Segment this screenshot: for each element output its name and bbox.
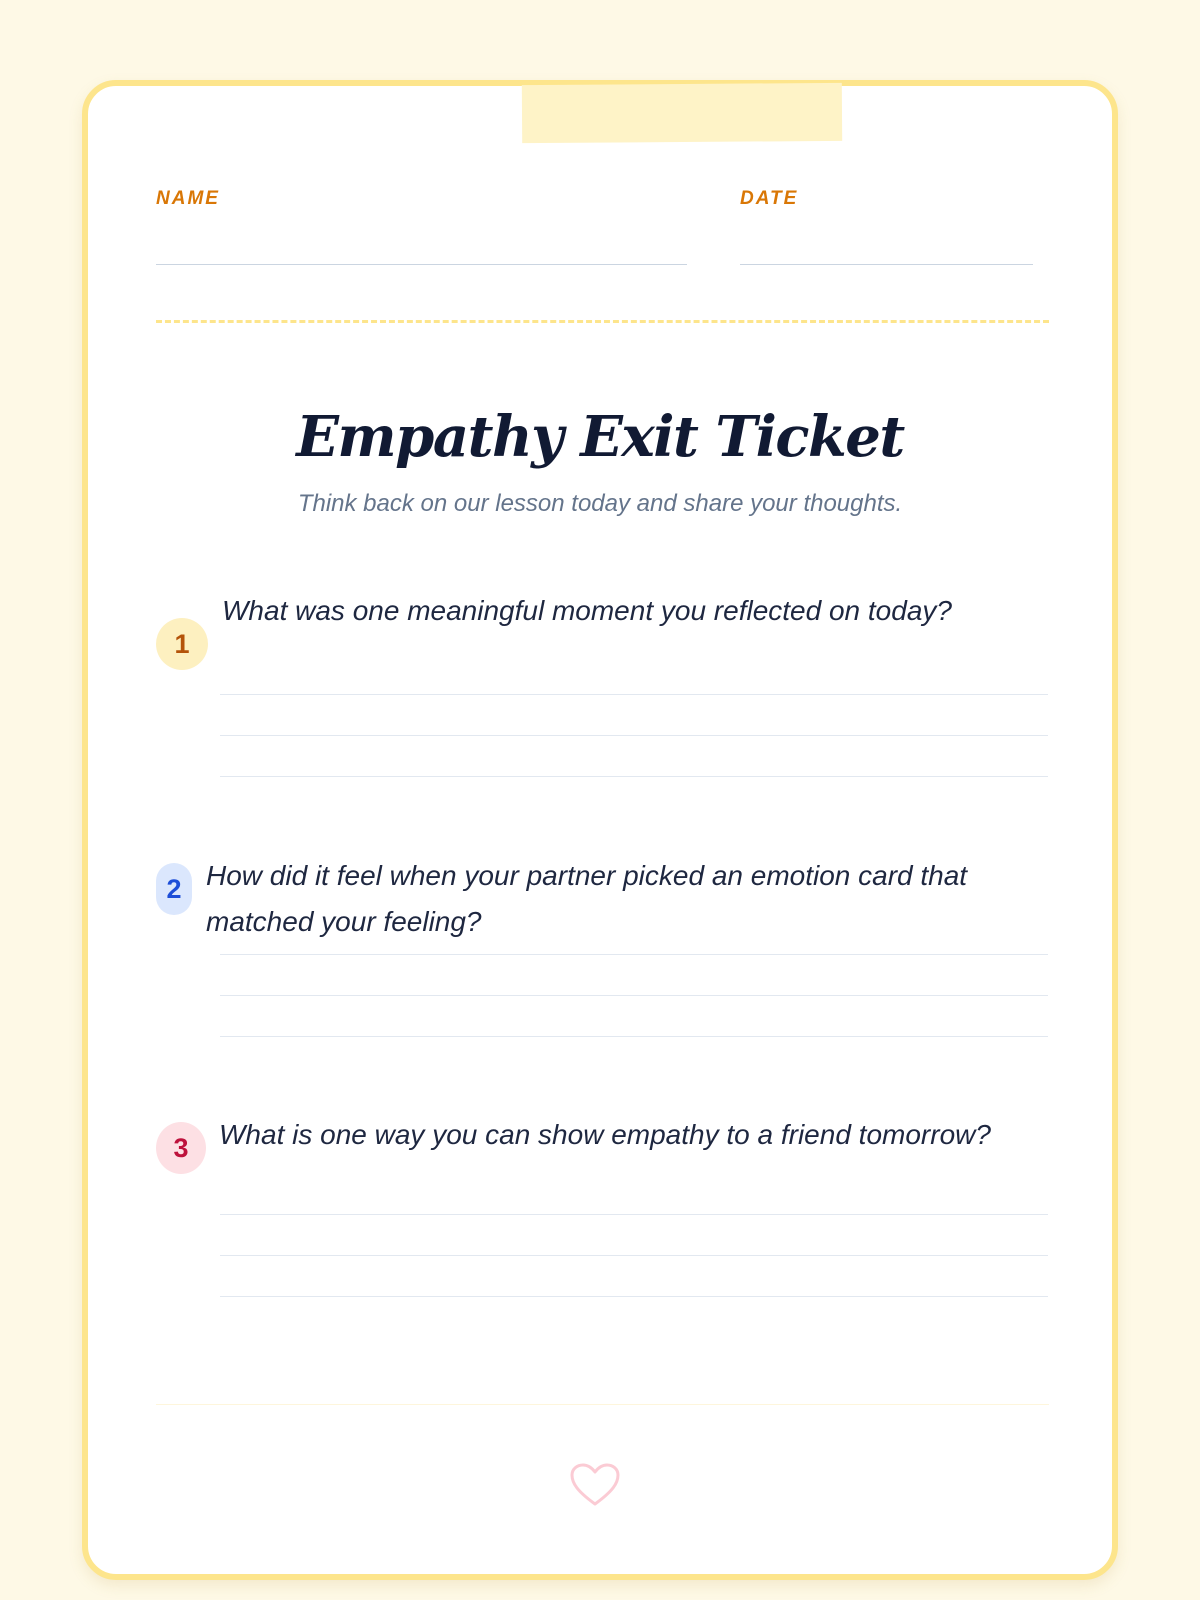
question-number-badge: 3 [156,1122,206,1174]
answer-line[interactable] [220,694,1048,695]
question-number-badge: 1 [156,618,208,670]
answer-line[interactable] [220,735,1048,736]
exit-ticket-card [82,80,1118,1580]
question-text: What is one way you can show empathy to a friend tomorrow? [219,1119,991,1150]
tape-decoration [522,83,842,143]
answer-line[interactable] [220,1296,1048,1297]
page-subtitle: Think back on our lesson today and share your thoughts. [297,490,903,517]
answer-line[interactable] [220,1036,1048,1037]
date-label: DATE [740,188,799,209]
question-number-badge: 2 [156,863,192,915]
question-text: What was one meaningful moment you reflected on today? [222,595,952,626]
answer-line[interactable] [220,1255,1048,1256]
answer-line[interactable] [220,1214,1048,1215]
heart-icon [569,1462,621,1508]
name-label: NAME [156,188,220,209]
footer-divider [156,1404,1049,1405]
question-text: How did it feel when your partner picked an emotion card that matched your feeling? [206,860,968,937]
date-field[interactable] [740,264,1033,265]
answer-line[interactable] [220,995,1048,996]
dashed-divider [156,320,1049,323]
name-field[interactable] [156,264,687,265]
page-title: Empathy Exit Ticket [296,404,904,470]
answer-line[interactable] [220,954,1048,955]
answer-line[interactable] [220,776,1048,777]
